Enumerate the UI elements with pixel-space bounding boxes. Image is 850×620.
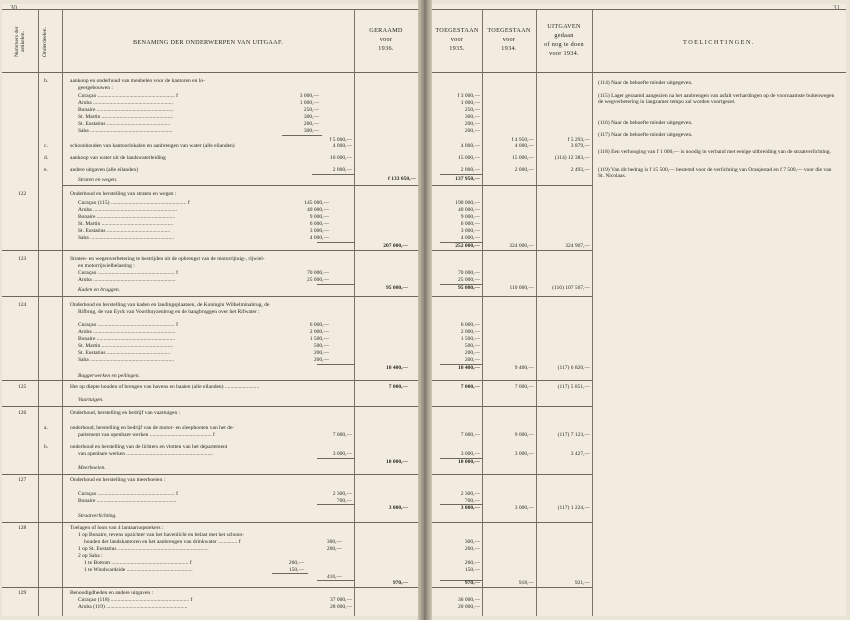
subitem-b-label: b. bbox=[44, 78, 49, 84]
row-text: Bonaire ......................................................... bbox=[78, 214, 176, 220]
t35-total: 10 400,— bbox=[458, 365, 480, 371]
row-amount: 260,— bbox=[326, 546, 342, 552]
t35-value: 200,— bbox=[464, 128, 480, 134]
header-toegestaan-1935 bbox=[434, 26, 480, 53]
row-amount: 1 000,— bbox=[299, 100, 319, 106]
section-rule bbox=[432, 587, 592, 588]
t35-total: 3 000,— bbox=[460, 505, 480, 511]
subtotal-rule bbox=[317, 580, 354, 581]
t35-value: 250,— bbox=[464, 107, 480, 113]
article-number: 122 bbox=[18, 191, 27, 197]
note-119: (119) Van dit bedrag is f 15 500,— bestemd voor de verlichting van Oranjestad en f 7 500,— voor die van St. Nicolaas. bbox=[598, 167, 832, 180]
row-amount: 3 000,— bbox=[309, 228, 329, 234]
t35-value: 9 000,— bbox=[460, 214, 480, 220]
t35-value: 7 000,— bbox=[460, 432, 480, 438]
page-number-left: 30 bbox=[10, 4, 17, 12]
header-line: 1934. bbox=[501, 45, 517, 52]
article-total: 970,— bbox=[392, 580, 408, 586]
t35-total: 7 000,— bbox=[460, 384, 480, 390]
t34-value: 15 000,— bbox=[512, 155, 534, 161]
section-label: Meerboeien. bbox=[78, 465, 106, 471]
article-text: en motorrijwielbelasting : bbox=[78, 263, 135, 269]
article-text: Onderhoud en herstelling van straten en wegen : bbox=[70, 191, 177, 197]
section-rule bbox=[432, 522, 592, 523]
row-text: 2 op Saba : bbox=[78, 553, 103, 559]
right-page bbox=[432, 4, 846, 616]
section-rule bbox=[62, 185, 418, 186]
row-amount: 2 000,— bbox=[332, 167, 352, 173]
article-total: 207 000,— bbox=[383, 243, 408, 249]
section-rule bbox=[2, 406, 418, 407]
article-number: 127 bbox=[18, 477, 27, 483]
row-amount: 9 000,— bbox=[309, 214, 329, 220]
article-text: Onderhoud en herstelling van kaden en landingsplaatsen, de Koningin Wilhelminabrug, de bbox=[70, 302, 270, 308]
subtotal-rule bbox=[317, 504, 354, 505]
section-rule bbox=[2, 296, 418, 297]
row-text: St. Martin .................................................... bbox=[78, 114, 174, 120]
row-amount: 4 000,— bbox=[332, 143, 352, 149]
subtotal-b: f 5 000,— bbox=[329, 137, 352, 143]
row-text: 1 op Bonaire, tevens opzichter van het havenlicht en belast met het schoon- bbox=[78, 532, 245, 538]
section-label: Kaden en bruggen. bbox=[78, 287, 121, 293]
t34-value: 2 000,— bbox=[514, 167, 534, 173]
t35-value: f 3 000,— bbox=[457, 93, 480, 99]
t35-value: 500,— bbox=[464, 343, 480, 349]
row-text: Bonaire ........................................................ bbox=[78, 107, 174, 113]
section-rule bbox=[432, 474, 592, 475]
note-116: (116) Naar de behoefte minder uitgegeven. bbox=[598, 120, 693, 126]
subitem-d-label: d. bbox=[44, 155, 49, 161]
section-rule bbox=[432, 380, 592, 381]
uitgaven-value: (116) 107 567,— bbox=[552, 285, 590, 291]
uitgaven-value: 3 879,— bbox=[570, 143, 590, 149]
article-text: Toelagen of loon van 4 lantaarnopstekers : bbox=[70, 525, 164, 531]
row-amount: 300,— bbox=[303, 114, 319, 120]
col-rule bbox=[482, 9, 483, 616]
header-geraamd bbox=[356, 26, 416, 53]
row-text: Aruba ............................................................ bbox=[78, 277, 176, 283]
row-text: Curaçao ........................................................ f bbox=[78, 322, 178, 328]
t35-value: 15 000,— bbox=[458, 155, 480, 161]
row-amount: 300,— bbox=[326, 539, 342, 545]
header-line: voor bbox=[502, 36, 516, 43]
row-text: Saba ............................................................ bbox=[78, 128, 173, 134]
t35-value: 300,— bbox=[464, 539, 480, 545]
col-rule bbox=[536, 9, 537, 616]
uitgaven-value: 2 493,— bbox=[570, 167, 590, 173]
uitgaven-value: (117) 1 224,— bbox=[557, 505, 590, 511]
row-amount: 410,— bbox=[326, 574, 342, 580]
header-bottom-rule bbox=[2, 72, 418, 73]
row-text: Curaçao ........................................................ f bbox=[78, 93, 178, 99]
header-toelichtingen: TOELICHTINGEN. bbox=[683, 39, 755, 46]
t35-value: 70 000,— bbox=[458, 270, 480, 276]
row-text: aankoop en onderhoud van meubelen voor de kantoren en lo- bbox=[70, 78, 205, 84]
article-total: 7 000,— bbox=[388, 384, 408, 390]
row-amount: 200,— bbox=[303, 121, 319, 127]
header-line: voor bbox=[450, 36, 464, 43]
row-amount: 40 000,— bbox=[307, 207, 329, 213]
subtotal-rule bbox=[317, 364, 354, 365]
section-rule bbox=[2, 522, 418, 523]
t35-value: 3 000,— bbox=[460, 451, 480, 457]
subitem-b-label: b. bbox=[44, 444, 49, 450]
article-text: Rifbrug, de van Eyck van Voorthuyzenbrug en de hangbruggen over het Rifwater : bbox=[78, 309, 260, 315]
t35-total: 10 000,— bbox=[458, 459, 480, 465]
header-toegestaan-1934 bbox=[484, 26, 534, 53]
row-amount: 3 000,— bbox=[332, 451, 352, 457]
uitgaven-value: (117) 5 851,— bbox=[557, 384, 590, 390]
header-top-rule bbox=[432, 9, 846, 10]
row-text: Aruba .......................................................... bbox=[78, 100, 173, 106]
row-amount: 7 000,— bbox=[332, 432, 352, 438]
note-117: (117) Naar de behoefte minder uitgegeven. bbox=[598, 132, 693, 138]
header-line: gedaan bbox=[554, 32, 574, 39]
left-page bbox=[2, 4, 418, 616]
row-text: andere uitgaven (alle eilanden) bbox=[70, 167, 138, 173]
header-line: TOEGESTAAN bbox=[435, 27, 479, 34]
subitem-e-label: e. bbox=[44, 167, 48, 173]
article-number: 128 bbox=[18, 525, 27, 531]
row-text: Curaçao ........................................................ f bbox=[78, 491, 178, 497]
header-geraamd-line1: GERAAMD bbox=[369, 27, 403, 34]
t35-value: 4 000,— bbox=[460, 143, 480, 149]
t34-value: 9 400,— bbox=[514, 365, 534, 371]
t34-value: 9 000,— bbox=[514, 432, 534, 438]
row-amount: 700,— bbox=[336, 498, 352, 504]
row-text: 1 te Bottom ........................................................ f bbox=[84, 560, 192, 566]
t35-value: 20 000,— bbox=[458, 604, 480, 610]
section-rule bbox=[432, 406, 592, 407]
section-total: f 133 050,— bbox=[388, 176, 416, 182]
row-amount: 4 000,— bbox=[309, 235, 329, 241]
note-115: (115) Lager geraamd aangezien na het aanbrengen van asfalt verhardingen op de voornaamste buitenwegen de wegverbetering in langzamer tempo zal worden voortgezet. bbox=[598, 93, 835, 106]
section-label: Baggerwerken en peilingen. bbox=[78, 373, 140, 379]
t35-value: 2 300,— bbox=[460, 491, 480, 497]
header-line: UITGAVEN bbox=[547, 23, 581, 30]
row-amount: 6 000,— bbox=[309, 221, 329, 227]
t34-value: 324 000,— bbox=[509, 243, 534, 249]
article-number: 124 bbox=[18, 302, 27, 308]
t35-value: 40 000,— bbox=[458, 207, 480, 213]
section-label: Straatverlichting. bbox=[78, 513, 117, 519]
t35-value: 3 000,— bbox=[460, 228, 480, 234]
row-text: Aruba (119) ........................................................... bbox=[78, 604, 188, 610]
uitgaven-value: (114) 12 383,— bbox=[554, 155, 590, 161]
t34-value: 3 000,— bbox=[514, 451, 534, 457]
t35-value: 200,— bbox=[464, 121, 480, 127]
t35-value: 25 000,— bbox=[458, 277, 480, 283]
article-text: Onderhoud en herstelling van meerboeien : bbox=[70, 477, 166, 483]
header-geraamd-line2: voor bbox=[379, 36, 393, 43]
t35-value: 1 000,— bbox=[460, 100, 480, 106]
note-114: (114) Naar de behoefte minder uitgegeven. bbox=[598, 80, 693, 86]
t35-value: 260,— bbox=[464, 560, 480, 566]
t34-value: 110 000,— bbox=[509, 285, 534, 291]
section-rule bbox=[2, 587, 418, 588]
row-text: 1 te Windwardside ................................................ bbox=[84, 567, 193, 573]
row-text: Curaçao (118) ......................................................... f bbox=[78, 597, 193, 603]
col-rule bbox=[62, 9, 63, 616]
article-text: Onderhoud, herstelling en bedrijf van vaartuigen : bbox=[70, 410, 181, 416]
row-amount: 150,— bbox=[288, 567, 304, 573]
article-total: 10 400,— bbox=[386, 365, 408, 371]
header-onderdeelen: Onderdeelen. bbox=[42, 27, 48, 57]
t35-value: 2 000,— bbox=[460, 167, 480, 173]
t35-value: 190 000,— bbox=[455, 200, 480, 206]
header-line: of nog te doen bbox=[544, 41, 584, 48]
row-amount: 300,— bbox=[303, 128, 319, 134]
row-text: Saba ............................................................. bbox=[78, 235, 174, 241]
uitgaven-value: 921,— bbox=[574, 580, 590, 586]
row-text: St. Eustatius .............................................. bbox=[78, 121, 171, 127]
row-amount: 10 000,— bbox=[330, 155, 352, 161]
header-bottom-rule bbox=[432, 72, 846, 73]
t35-value: 4 000,— bbox=[460, 235, 480, 241]
row-text: St. Eustatius .............................................. bbox=[78, 350, 171, 356]
col-rule bbox=[38, 9, 39, 616]
section-rule bbox=[432, 296, 592, 297]
row-text: geergebouwen : bbox=[78, 85, 113, 91]
row-amount: 500,— bbox=[313, 343, 329, 349]
article-number: 129 bbox=[18, 590, 27, 596]
row-amount: 37 000,— bbox=[330, 597, 352, 603]
row-text: St. Martin .................................................... bbox=[78, 221, 174, 227]
t35-value: 2 000,— bbox=[460, 329, 480, 335]
row-amount: 200,— bbox=[313, 350, 329, 356]
uitgaven-value: 3 427,— bbox=[570, 451, 590, 457]
t34-value: 7 000,— bbox=[514, 384, 534, 390]
row-text: schoonhouden van kantoorlokalen en aanbrengen van water (alle eilanden) bbox=[70, 143, 235, 149]
article-number: 123 bbox=[18, 256, 27, 262]
row-amount: 2 300,— bbox=[332, 491, 352, 497]
t35-value: 1 500,— bbox=[460, 336, 480, 342]
header-top-rule bbox=[2, 9, 418, 10]
header-line: TOEGESTAAN bbox=[487, 27, 531, 34]
row-text: van openbare werken ............................................................... bbox=[78, 451, 214, 457]
header-line: 1935. bbox=[449, 45, 465, 52]
row-amount: 2 000,— bbox=[309, 329, 329, 335]
t34-value: 4 000,— bbox=[514, 143, 534, 149]
header-nummers: Nummers der artikelen. bbox=[14, 26, 26, 58]
row-amount: 145 000,— bbox=[304, 200, 329, 206]
subtotal-rule bbox=[317, 458, 354, 459]
article-total: 10 000,— bbox=[386, 459, 408, 465]
row-text: partement van openbare werken ............................................. f bbox=[78, 432, 215, 438]
uitgaven-value: 324 907,— bbox=[565, 243, 590, 249]
t35-value: 260,— bbox=[464, 546, 480, 552]
t35-value: 200,— bbox=[464, 350, 480, 356]
row-text: Aruba ............................................................ bbox=[78, 329, 176, 335]
section-rule bbox=[432, 250, 592, 251]
row-text: Aruba ............................................................. bbox=[78, 207, 177, 213]
row-amount: 200,— bbox=[313, 357, 329, 363]
article-number: 126 bbox=[18, 410, 27, 416]
page-number-right: 31 bbox=[833, 4, 840, 12]
article-total: 95 000,— bbox=[386, 285, 408, 291]
row-amount: 1 500,— bbox=[309, 336, 329, 342]
subtotal-rule bbox=[440, 174, 482, 175]
row-text: aankoop van water uit de landswaterleiding bbox=[70, 155, 166, 161]
section-rule bbox=[2, 474, 418, 475]
row-amount: 70 000,— bbox=[307, 270, 329, 276]
row-text: St. Eustatius .............................................. bbox=[78, 228, 171, 234]
header-benaming: BENAMING DER ONDERWERPEN VAN UITGAAF. bbox=[132, 39, 284, 46]
t35-value: 150,— bbox=[464, 567, 480, 573]
t35-value: 6 000,— bbox=[460, 322, 480, 328]
row-text: onderhoud, herstelling en bedrijf van de motor- en sleephooten van het de- bbox=[70, 425, 235, 431]
subtotal-rule bbox=[317, 284, 354, 285]
article-text: Benoodigdheden en andere uitgaven : bbox=[70, 590, 154, 596]
row-amount: 6 000,— bbox=[309, 322, 329, 328]
section-label: Straten en wegen. bbox=[78, 177, 118, 183]
row-amount: 3 000,— bbox=[299, 93, 319, 99]
col-rule bbox=[354, 9, 355, 616]
t35-total: 970,— bbox=[464, 580, 480, 586]
section-rule bbox=[2, 380, 418, 381]
row-amount: 25 000,— bbox=[307, 277, 329, 283]
section-label: Vaartuigen. bbox=[78, 397, 104, 403]
header-geraamd-line3: 1936. bbox=[378, 45, 394, 52]
row-text: Curaçao (115) ....................................................... f bbox=[78, 200, 190, 206]
col-rule bbox=[592, 9, 593, 616]
row-text: Bonaire .......................................................... bbox=[78, 498, 177, 504]
t34-value: 3 000,— bbox=[514, 505, 534, 511]
row-text: Curaçao ........................................................ f bbox=[78, 270, 178, 276]
t35-total: 252 000,— bbox=[455, 243, 480, 249]
t35-value: 200,— bbox=[464, 357, 480, 363]
row-amount: 260,— bbox=[288, 560, 304, 566]
row-text: Saba ............................................................. bbox=[78, 357, 174, 363]
subtotal-rule bbox=[282, 135, 322, 136]
subtotal-rule bbox=[317, 242, 354, 243]
row-text: St. Martin .................................................... bbox=[78, 343, 174, 349]
t35-total: 137 950,— bbox=[455, 176, 480, 182]
subitem-c-label: c. bbox=[44, 143, 48, 149]
article-total: 3 000,— bbox=[388, 505, 408, 511]
row-amount: 28 000,— bbox=[330, 604, 352, 610]
book-gutter bbox=[418, 0, 432, 620]
row-amount: 250,— bbox=[303, 107, 319, 113]
article-number: 125 bbox=[18, 384, 27, 390]
article-text: Straten- en wegenverbetering te bestrijden uit de opbrengst van de motorrijtuig-, rijwiel- bbox=[70, 256, 265, 262]
header-line: voor 1934. bbox=[549, 50, 579, 57]
t35-value: 700,— bbox=[464, 498, 480, 504]
t35-total: 95 000,— bbox=[458, 285, 480, 291]
row-text: onderhoud en herstelling van de lichters en vlotten van het departement bbox=[70, 444, 228, 450]
t35-value: 36 000,— bbox=[458, 597, 480, 603]
note-118: (118) Een verhooging van f 1 000,— is noodig in verband met eenige uitbreiding van de straatverlichting. bbox=[598, 149, 831, 155]
t35-value: 300,— bbox=[464, 114, 480, 120]
row-text: Bonaire ......................................................... bbox=[78, 336, 176, 342]
section-rule bbox=[432, 185, 592, 186]
t34-value: f 4 950,— bbox=[511, 137, 534, 143]
subitem-a-label: a. bbox=[44, 425, 48, 431]
row-text: houden der landskantoren en het aanbrengen van drinkwater .............. f bbox=[84, 539, 241, 545]
uitgaven-value: f 5 293,— bbox=[567, 137, 590, 143]
t35-value: 6 000,— bbox=[460, 221, 480, 227]
row-text: 1 op St. Eustatius .................................................................. bbox=[78, 546, 209, 552]
section-rule bbox=[2, 250, 418, 251]
subtotal-rule bbox=[312, 174, 354, 175]
uitgaven-value: (117) 7 123,— bbox=[557, 432, 590, 438]
t34-value: 918,— bbox=[518, 580, 534, 586]
article-text: Het op diepte houden of brengen van havens en baaien (alle eilanden) ......................... bbox=[70, 384, 260, 390]
uitgaven-value: (117) 6 820,— bbox=[557, 365, 590, 371]
header-uitgaven bbox=[538, 22, 590, 58]
